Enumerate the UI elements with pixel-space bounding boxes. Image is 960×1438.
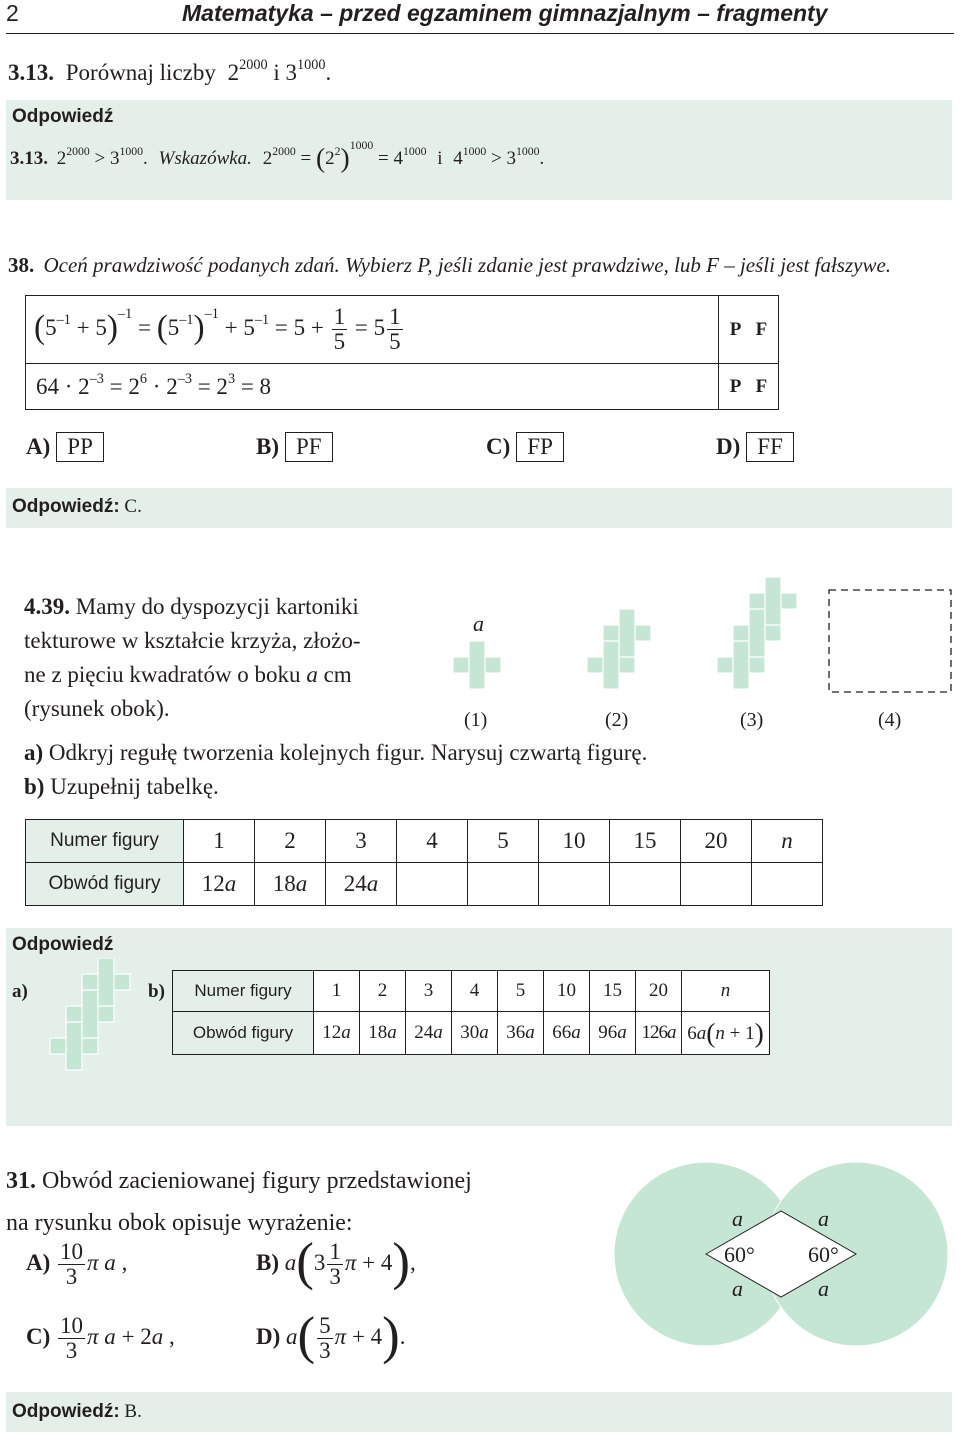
cell-perimeter: 30a — [452, 1012, 498, 1055]
cell-perimeter: 96a — [590, 1012, 636, 1055]
page-title: Matematyka – przed egzaminem gimnazjalnym – fragmenty — [182, 0, 828, 26]
side-label: a — [818, 1206, 829, 1231]
figure-label-3: (3) — [740, 709, 764, 731]
cell-perimeter: 18a — [360, 1012, 406, 1055]
option-c[interactable]: C) FP — [486, 432, 564, 462]
cell-empty[interactable] — [681, 863, 752, 906]
side-label: a — [818, 1276, 829, 1301]
cell-number: n — [752, 820, 823, 863]
cell-number: n — [682, 971, 770, 1012]
cell-empty[interactable] — [468, 863, 539, 906]
cell-number: 15 — [590, 971, 636, 1012]
p-choice[interactable]: P — [729, 318, 742, 340]
problem-text: Porównaj liczby — [65, 60, 216, 85]
answer-a-letter: a) — [12, 981, 28, 1002]
cell-number: 4 — [452, 971, 498, 1012]
cell-number: 3 — [406, 971, 452, 1012]
cell-empty[interactable] — [752, 863, 823, 906]
figure-label-1: (1) — [464, 709, 488, 731]
row-header-numer: Numer figury — [173, 971, 314, 1012]
cell-number: 1 — [184, 820, 255, 863]
cell-number: 20 — [681, 820, 752, 863]
true-false-table — [25, 295, 779, 410]
cell-perimeter: 18a — [255, 863, 326, 906]
choice-cell[interactable] — [719, 364, 779, 410]
answer-31: Odpowiedź: B. — [12, 1401, 142, 1422]
problem-31: 31. Obwód zacieniowanej figury przedstawionej na rysunku obok opisuje wyrażenie: — [6, 1168, 472, 1236]
task-a: a) Odkryj regułę tworzenia kolejnych figur. Narysuj czwartą figurę. — [24, 740, 648, 765]
math-expr: $2^{2000}$ i $3^{1000}$. — [227, 57, 332, 85]
cell-number: 1 — [314, 971, 360, 1012]
f-choice[interactable]: F — [755, 375, 768, 397]
cell-number: 10 — [544, 971, 590, 1012]
task-b: b) Uzupełnij tabelkę. — [24, 774, 219, 799]
problem-4-39: 4.39. Mamy do dyspozycji kartoniki tekturowe w kształcie krzyża, złożo- ne z pięciu kwadratów o boku a cm (rysunek obok). — [24, 594, 361, 721]
cell-number: 3 — [326, 820, 397, 863]
answer-b-letter: b) — [148, 981, 165, 1002]
cell-perimeter: 66a — [544, 1012, 590, 1055]
answer-table — [172, 970, 770, 1055]
cell-number: 4 — [397, 820, 468, 863]
option-b[interactable]: B) PF — [256, 432, 333, 462]
angle-label: 60° — [808, 1242, 839, 1267]
angle-label: 60° — [724, 1242, 755, 1267]
option-31-b[interactable]: B) a(3 $\frac{1}{3}$ π + 4), — [256, 1232, 416, 1291]
row-header-numer: Numer figury — [26, 820, 184, 863]
cell-number: 20 — [636, 971, 682, 1012]
cell-empty[interactable] — [397, 863, 468, 906]
exercise-table — [25, 819, 823, 906]
cell-perimeter: 12a — [184, 863, 255, 906]
side-label: a — [473, 611, 484, 636]
problem-38: 38. Oceń prawdziwość podanych zdań. Wybierz P, jeśli zdanie jest prawdziwe, lub F – jeśli jest fałszywe. — [8, 253, 892, 277]
answer-label: Odpowiedź — [12, 106, 114, 127]
option-31-c[interactable]: C) $\frac{10}{3}$ π a + 2a , — [26, 1313, 175, 1364]
side-label: a — [732, 1206, 743, 1231]
cell-number: 10 — [539, 820, 610, 863]
cell-perimeter: 36a — [498, 1012, 544, 1055]
figure-label-2: (2) — [605, 709, 629, 731]
cross-1 — [453, 641, 501, 689]
f-choice[interactable]: F — [755, 318, 768, 340]
side-label: a — [732, 1276, 743, 1301]
row-header-obwod: Obwód figury — [173, 1012, 314, 1055]
cell-number: 15 — [610, 820, 681, 863]
cell-number: 2 — [255, 820, 326, 863]
problem-number: 3.13. — [8, 60, 54, 85]
circles-diagram — [612, 1150, 952, 1390]
problem-3-13 — [8, 57, 332, 86]
cell-perimeter: 24a — [406, 1012, 452, 1055]
cell-empty[interactable] — [539, 863, 610, 906]
statement-1: $(5^{-1} + 5)^{-1} = (5^{-1})^{-1} + 5^{-1} = 5$ + $\frac{1}{5}$ = 5 $\frac{1}{5}$ — [26, 296, 719, 364]
p-choice[interactable]: P — [729, 375, 742, 397]
cell-perimeter: 126a — [636, 1012, 682, 1055]
cell-number: 5 — [468, 820, 539, 863]
choice-cell[interactable] — [719, 296, 779, 364]
option-d[interactable]: D) FF — [716, 432, 794, 462]
row-header-obwod: Obwód figury — [26, 863, 184, 906]
header-rule — [6, 33, 954, 34]
answer-cross-figure — [40, 958, 140, 1078]
empty-figure-4 — [829, 590, 951, 692]
option-a[interactable]: A) PP — [26, 432, 104, 462]
option-31-d[interactable]: D) a( $\frac{5}{3}$ π + 4). — [256, 1306, 406, 1365]
page-number: 2 — [6, 0, 19, 26]
cell-empty[interactable] — [610, 863, 681, 906]
cell-perimeter: 24a — [326, 863, 397, 906]
cell-perimeter: 12a — [314, 1012, 360, 1055]
statement-2: $64 \cdot 2^{-3} = 2^6 \cdot 2^{-3} = 2^3 = 8$ — [26, 364, 719, 410]
cross-figures — [440, 570, 960, 720]
option-31-a[interactable]: A) $\frac{10}{3}$ π a , — [26, 1239, 128, 1290]
answer-box-38 — [6, 488, 952, 528]
cell-number: 2 — [360, 971, 406, 1012]
answer-3-13: 3.13. $2^{2000} > 3^{1000}$. Wskazówka. $2^{2000} = (2^2)^{1000} = 4^{1000}$ i $4^{1000} > 3^{1000}$. — [10, 138, 545, 173]
answer-label: Odpowiedź — [12, 934, 114, 955]
figure-label-4: (4) — [878, 709, 902, 731]
answer-38: Odpowiedź: C. — [12, 496, 142, 517]
answer-box-31 — [6, 1392, 952, 1432]
cell-formula: 6a(n + 1) — [682, 1012, 770, 1055]
cell-number: 5 — [498, 971, 544, 1012]
